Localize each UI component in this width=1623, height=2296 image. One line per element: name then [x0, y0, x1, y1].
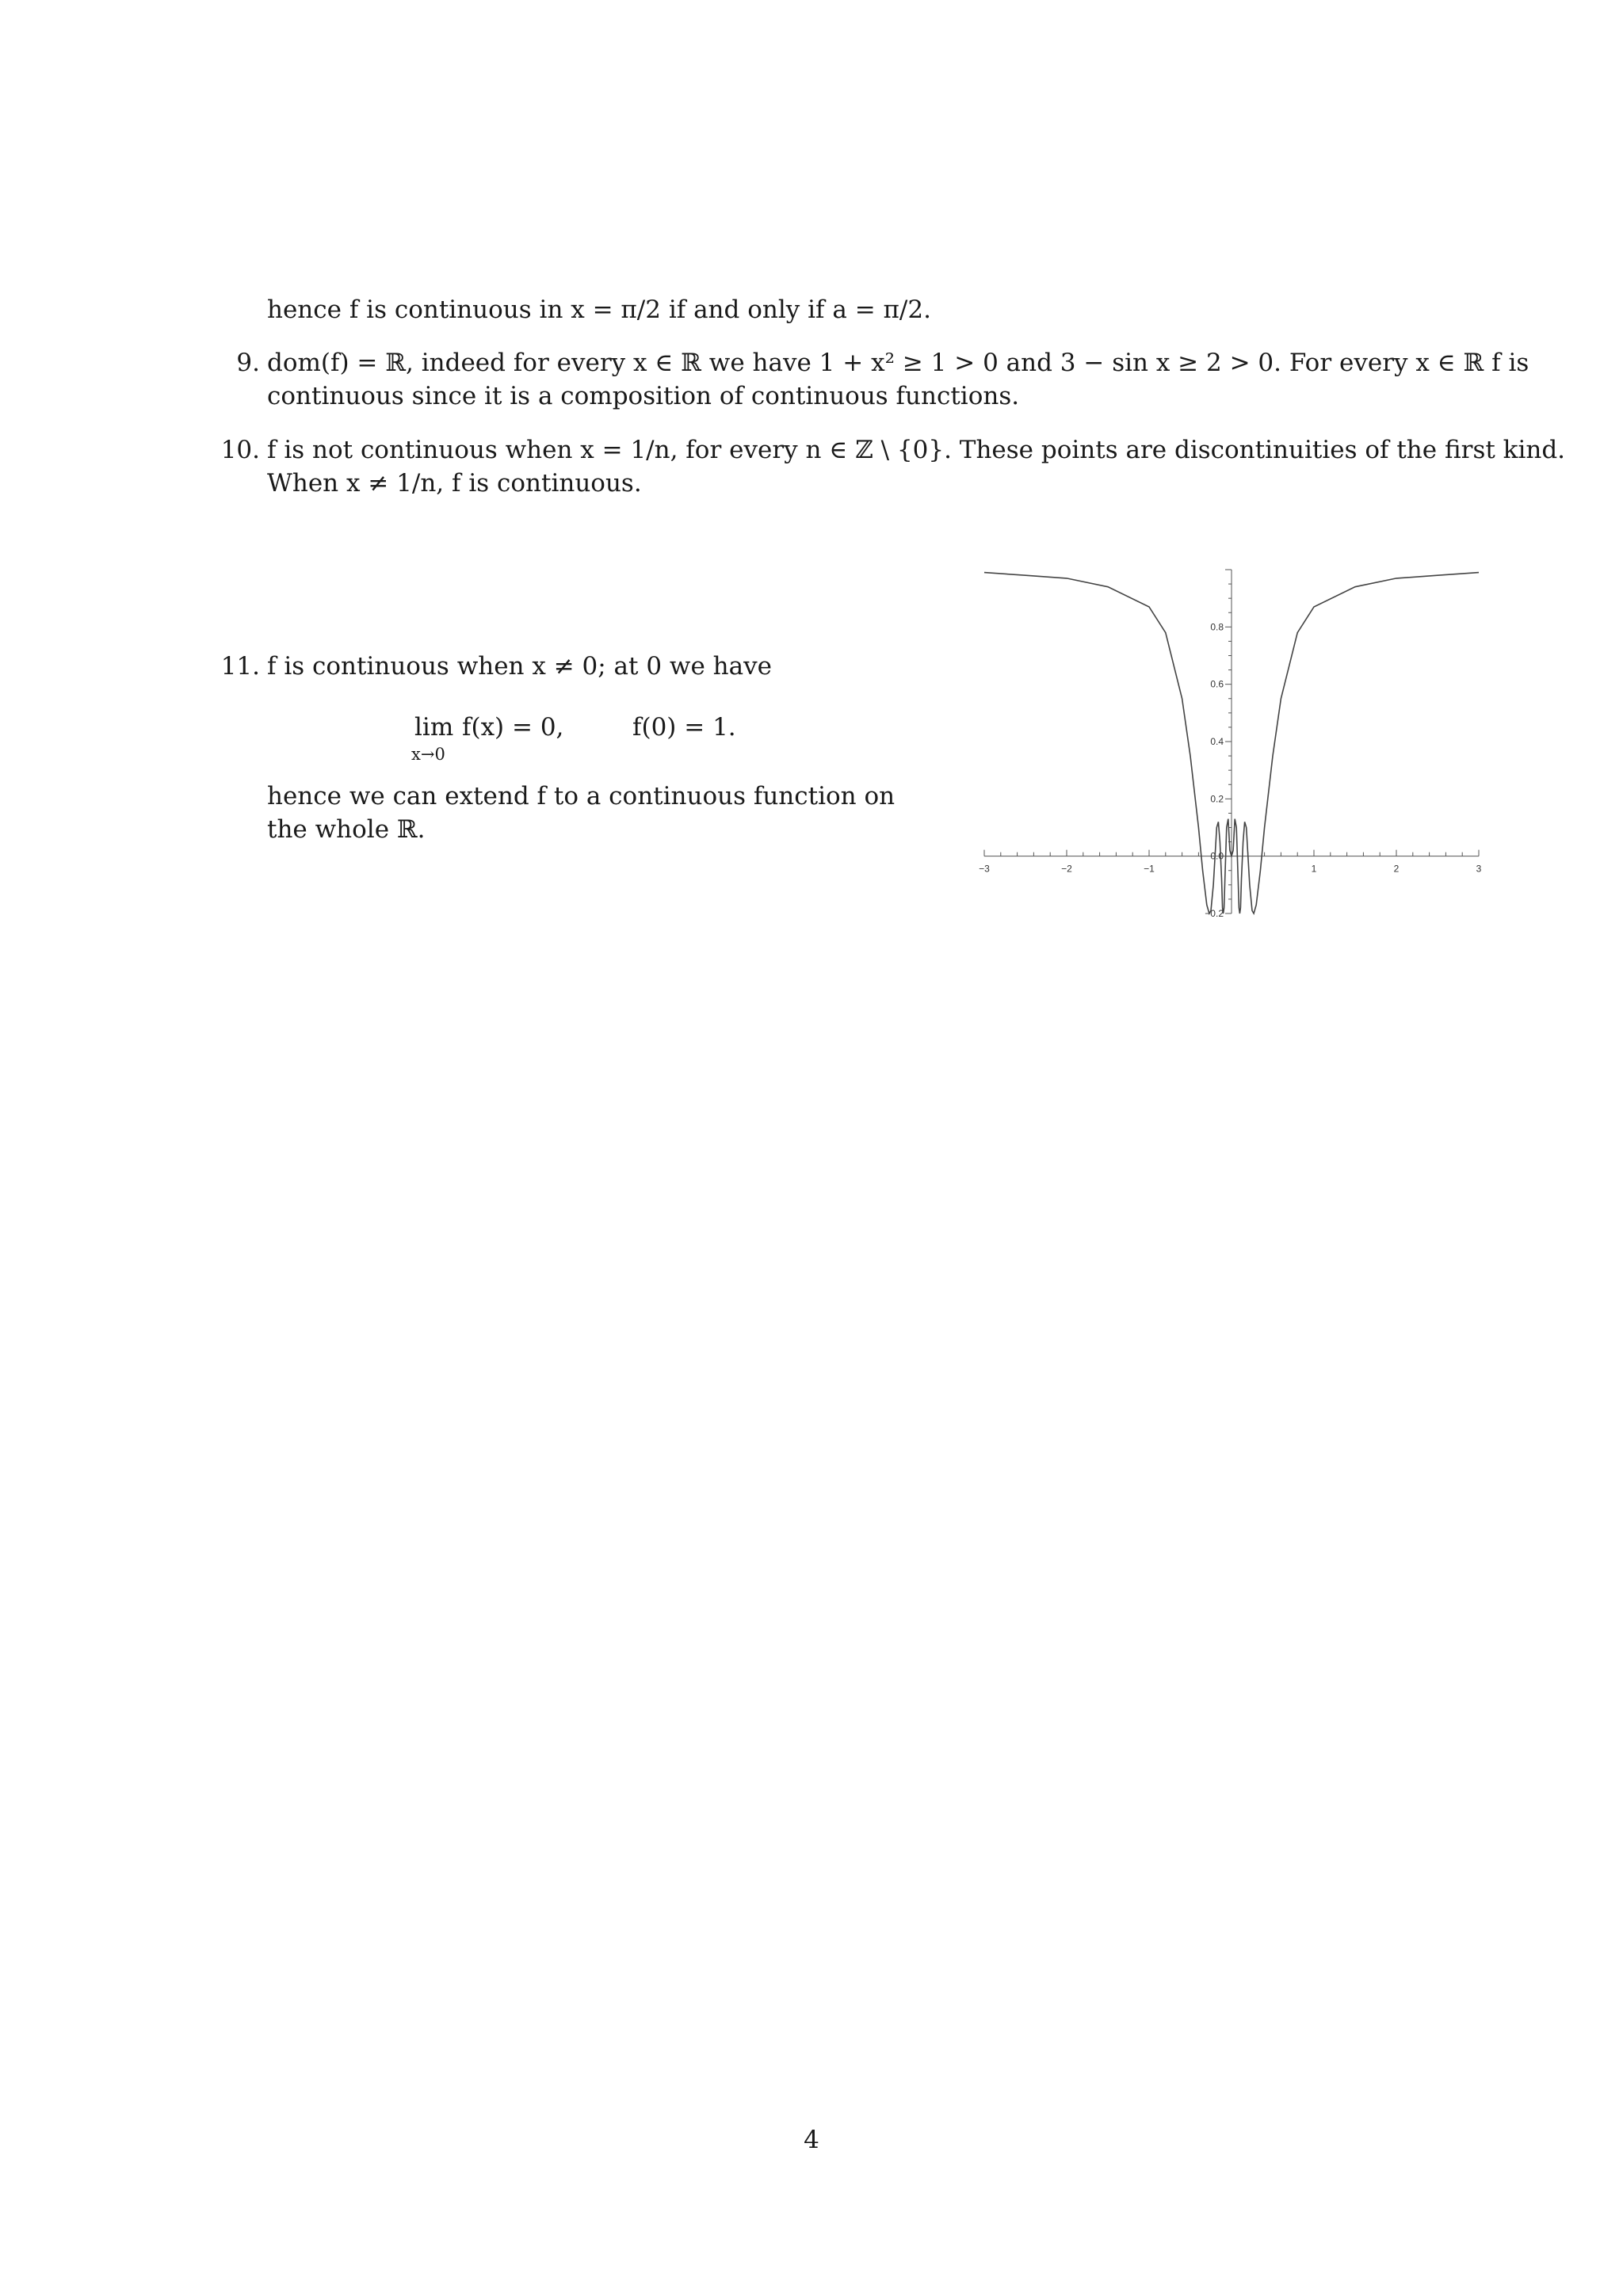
item-11-line-3: the whole ℝ.	[267, 815, 426, 844]
function-plot	[947, 555, 1502, 935]
x-tick-label: −2	[1061, 863, 1072, 875]
y-tick-label: 0.2	[1210, 793, 1224, 805]
limit-expression	[411, 711, 811, 766]
x-tick-label: −3	[979, 863, 990, 875]
item-10-number: 10.	[220, 436, 260, 464]
item-11-number: 11.	[220, 652, 260, 681]
limit-value: f(x) = 0,	[462, 713, 564, 742]
item-9-line-1: dom(f) = ℝ, indeed for every x ∈ ℝ we have 1 + x² ≥ 1 > 0 and 3 − sin x ≥ 2 > 0. For every x ∈ ℝ f is	[267, 349, 1529, 377]
item-11-line-1: f is continuous when x ≠ 0; at 0 we have	[267, 652, 772, 681]
item-10-line-2: When x ≠ 1/n, f is continuous.	[267, 469, 642, 498]
x-tick-label: −1	[1144, 863, 1155, 875]
x-tick-label: 2	[1393, 863, 1400, 875]
y-tick-label: 0.4	[1210, 736, 1224, 747]
item-9-line-2: continuous since it is a composition of continuous functions.	[267, 382, 1020, 410]
limit-subscript: x→0	[411, 745, 445, 764]
x-tick-label: 3	[1476, 863, 1482, 875]
limit-word: lim	[414, 713, 454, 742]
y-tick-label: 0.0	[1210, 850, 1224, 862]
y-tick-label: 0.8	[1210, 621, 1224, 633]
item-9-number: 9.	[236, 349, 260, 377]
f-at-zero: f(0) = 1.	[632, 713, 736, 742]
x-tick-label: 1	[1311, 863, 1317, 875]
y-tick-label: −0.2	[1205, 908, 1224, 919]
y-tick-label: 0.6	[1210, 678, 1224, 690]
item-10-line-1: f is not continuous when x = 1/n, for every n ∈ ℤ \ {0}. These points are discontinuities of the first kind.	[267, 436, 1566, 464]
page-number: 4	[804, 2126, 819, 2154]
item-11-line-2: hence we can extend f to a continuous function on	[267, 782, 896, 810]
text-line-1: hence f is continuous in x = π/2 if and only if a = π/2.	[267, 296, 931, 324]
